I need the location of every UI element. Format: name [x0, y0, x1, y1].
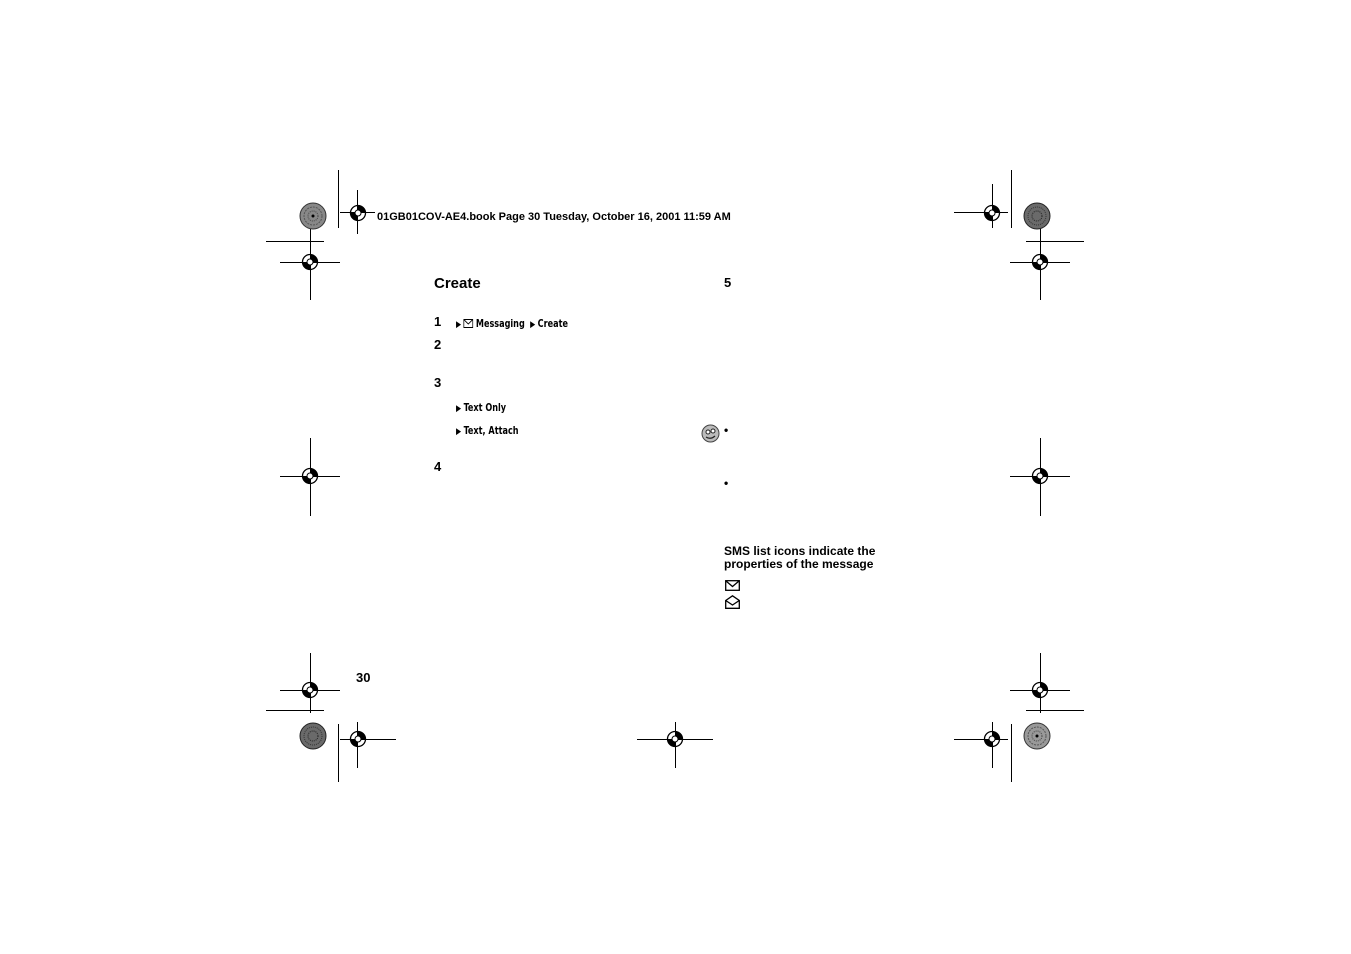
menu-messaging: Messaging [475, 317, 525, 330]
option-text-only [456, 398, 517, 416]
registration-mark-icon [1031, 467, 1049, 485]
header-slug: 01GB01COV-AE4.book Page 30 Tuesday, October 16, 2001 11:59 AM [377, 211, 731, 223]
tip-bullet: • [724, 423, 729, 437]
arrow-icon: ▶ [456, 404, 462, 414]
step-number: 5 [724, 275, 732, 290]
registration-mark-icon [301, 467, 319, 485]
registration-mark-icon [1031, 253, 1049, 271]
option-label: Text Only [463, 401, 507, 414]
registration-mark-icon [983, 730, 1001, 748]
page-number: 30 [356, 670, 371, 685]
envelope-icon [464, 319, 474, 328]
tip-bullet: • [724, 476, 729, 490]
arrow-icon: ▶ [530, 320, 536, 330]
tip-icon [701, 424, 720, 443]
sms-icons-heading-line: SMS list icons indicate the [724, 544, 876, 558]
arrow-icon: ▶ [456, 427, 462, 437]
starburst-icon [299, 202, 327, 230]
registration-mark-icon [666, 730, 684, 748]
registration-mark-icon [1031, 681, 1049, 699]
registration-mark-icon [349, 730, 367, 748]
step-number: 2 [434, 337, 442, 352]
registration-mark-icon [349, 204, 367, 222]
option-label: Text, Attach [463, 424, 519, 437]
menu-create: Create [537, 317, 568, 330]
step-number: 1 [434, 314, 442, 329]
sms-icons-heading-line: properties of the message [724, 557, 874, 571]
step-1-path [456, 314, 593, 332]
registration-mark-icon [301, 253, 319, 271]
step-number: 4 [434, 459, 442, 474]
envelope-open-icon [725, 595, 740, 609]
registration-mark-icon [301, 681, 319, 699]
registration-mark-icon [983, 204, 1001, 222]
starburst-icon [1023, 202, 1051, 230]
section-title: Create [434, 275, 481, 292]
sms-icons-heading [724, 545, 875, 571]
option-text-attach [456, 421, 532, 439]
step-number: 3 [434, 375, 442, 390]
starburst-icon [299, 722, 327, 750]
arrow-icon: ▶ [456, 320, 462, 330]
starburst-icon [1023, 722, 1051, 750]
envelope-closed-icon [725, 580, 740, 591]
